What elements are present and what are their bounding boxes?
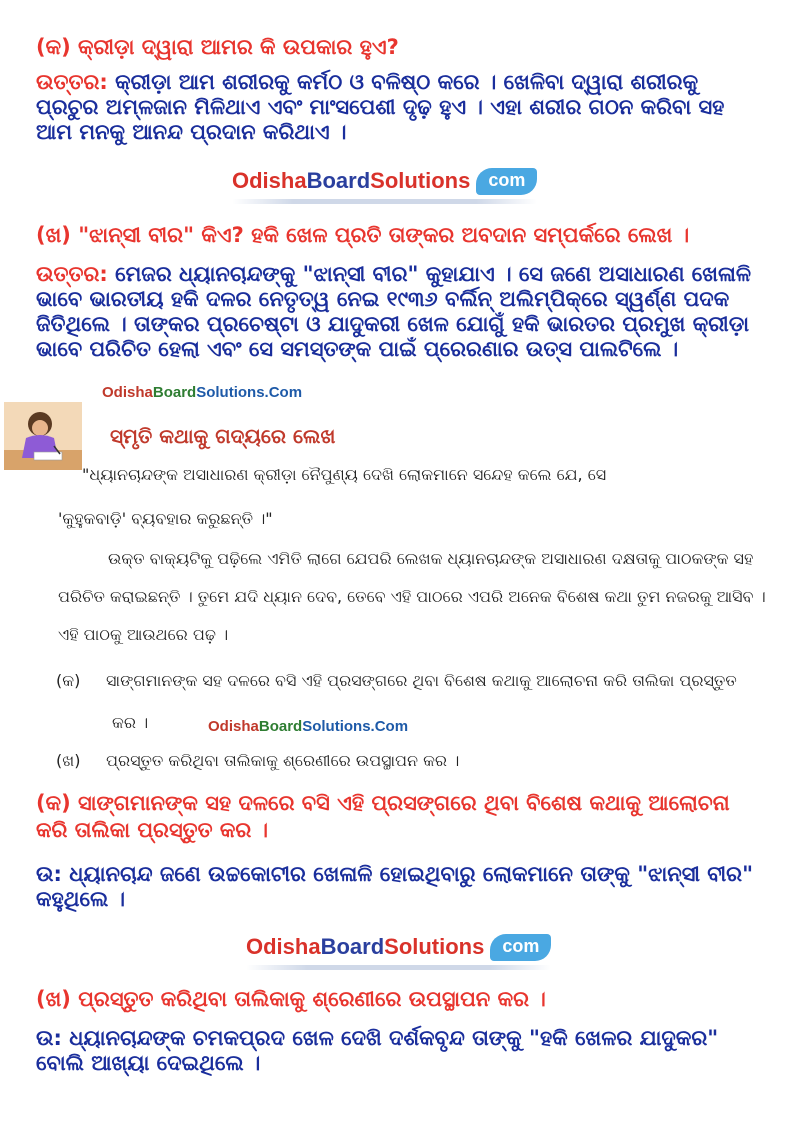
section-title: ସ୍ମୃତି କଥାକୁ ଗଦ୍ୟରେ ଲେଖ: [110, 424, 336, 448]
question-2: (ଖ) "ଝାନ୍ସୀ ବୀର" କିଏ? ହକି ଖେଳ ପ୍ରତି ତାଙ୍କର ଅବଦାନ ସମ୍ପର୍କରେ ଲେଖ ।: [36, 223, 690, 247]
watermark-solutions: Solutions: [370, 168, 471, 193]
book-item-ka: [56, 662, 767, 700]
watermark-board: Board: [152, 384, 197, 401]
watermark-solutions: Solutions: [302, 718, 371, 735]
watermark-solutions: Solutions: [384, 934, 485, 959]
question-4: (ଖ) ପ୍ରସ୍ତୁତ କରିଥିବା ତାଲିକାକୁ ଶ୍ରେଣୀରେ ଉପସ୍ଥାପନ କର ।: [36, 987, 546, 1011]
answer-label: ଉତ୍ତର:: [36, 70, 108, 94]
watermark-board: Board: [306, 168, 371, 193]
item-marker: (କ): [56, 671, 81, 690]
watermark-odisha: Odisha: [208, 718, 259, 735]
watermark-solutions: Solutions: [196, 384, 265, 401]
answer-1: [36, 70, 767, 145]
answer-2: [36, 262, 767, 362]
student-writing-illustration: [4, 402, 82, 470]
watermark-text: [102, 384, 302, 401]
watermark-text: [208, 718, 408, 735]
watermark-board: Board: [320, 934, 385, 959]
item-text: ସାଙ୍ଗମାନଙ୍କ ସହ ଦଳରେ ବସି ଏହି ପ୍ରସଙ୍ଗରେ ଥିବା ବିଶେଷ କଥାକୁ ଆଲୋଚନା କରି ତାଲିକା ପ୍ରସ୍ତୁତ: [106, 671, 737, 690]
watermark-logo: [232, 164, 537, 198]
answer-text: ଧ୍ୟାନଚାନ୍ଦଙ୍କ ଚମକପ୍ରଦ ଖେଳ ଦେଖି ଦର୍ଶକବୃନ୍ଦ ତାଙ୍କୁ "ହକି ଖେଳର ଯାଦୁକର" ବୋଲି ଆଖ୍ୟା ଦେଇଥିଲେ ।: [36, 1026, 719, 1075]
watermark-odisha: Odisha: [102, 384, 153, 401]
watermark-com: .Com: [370, 718, 409, 735]
watermark-com: com: [476, 168, 537, 195]
answer-label: ଉ:: [36, 862, 62, 886]
watermark-com: com: [490, 934, 551, 961]
answer-label: ଉତ୍ତର:: [36, 262, 108, 286]
watermark-swoosh: [246, 965, 551, 970]
item-marker: (ଖ): [56, 751, 81, 770]
answer-3: [36, 862, 767, 912]
book-item-kha: [56, 742, 767, 780]
answer-4: [36, 1026, 767, 1076]
watermark-swoosh: [232, 199, 537, 204]
watermark-logo: [246, 930, 551, 964]
watermark-odisha: Odisha: [232, 168, 307, 193]
question-3: (କ) ସାଙ୍ଗମାନଙ୍କ ସହ ଦଳରେ ବସି ଏହି ପ୍ରସଙ୍ଗରେ ଥିବା ବିଶେଷ କଥାକୁ ଆଲୋଚନା କରି ତାଲିକା ପ୍ରସ୍ତୁତ କର ।: [36, 791, 730, 842]
watermark-odisha: Odisha: [246, 934, 321, 959]
answer-label: ଉ:: [36, 1026, 62, 1050]
book-quote-line-2: 'କୁହୁକବାଡ଼ି' ବ୍ୟବହାର କରୁଛନ୍ତି ।": [58, 509, 273, 528]
question-1: (କ) କ୍ରୀଡ଼ା ଦ୍ୱାରା ଆମର କି ଉପକାର ହୁଏ?: [36, 35, 399, 59]
book-quote-line-1: "ଧ୍ୟାନଚାନ୍ଦଙ୍କ ଅସାଧାରଣ କ୍ରୀଡ଼ା ନୈପୁଣ୍ୟ ଦେଖି ଲୋକମାନେ ସନ୍ଦେହ କଲେ ଯେ, ସେ: [82, 465, 607, 484]
answer-text: ମେଜର ଧ୍ୟାନଚାନ୍ଦଙ୍କୁ "ଝାନ୍ସୀ ବୀର" କୁହାଯାଏ । ସେ ଜଣେ ଅସାଧାରଣ ଖେଳାଳି ଭାବେ ଭାରତୀୟ ହକି ଦଳର ନେତୃତ୍ୱ ନେଇ ୧୯୩୬ ବର୍ଲିନ୍ ଅଲିମ୍ପିକ୍‌ରେ ସ୍ୱର୍ଣ୍ଣ ପଦକ ଜିତିଥିଲେ । ତାଙ୍କର ପ୍ରଚେଷ୍ଟା ଓ ଯାଦୁକରୀ ଖେଳ ଯୋଗୁଁ ହକି ଭାରତର ପ୍ରମୁଖ କ୍ରୀଡ଼ା ଭାବେ ପରିଚିତ ହେଲା ଏବଂ ସେ ସମସ୍ତଙ୍କ ପାଇଁ ପ୍ରେରଣାର ଉତ୍ସ ପାଲଟିଲେ ।: [36, 262, 752, 361]
answer-text: କ୍ରୀଡ଼ା ଆମ ଶରୀରକୁ କର୍ମଠ ଓ ବଳିଷ୍ଠ କରେ । ଖେଳିବା ଦ୍ୱାରା ଶରୀରକୁ ପ୍ରଚୁର ଅମ୍ଳଜାନ ମିଳିଥାଏ ଏବଂ ମାଂସପେଶୀ ଦୃଢ଼ ହୁଏ । ଏହା ଶରୀର ଗଠନ କରିବା ସହ ଆମ ମନକୁ ଆନନ୍ଦ ପ୍ରଦାନ କରିଥାଏ ।: [36, 70, 725, 144]
watermark-board: Board: [258, 718, 303, 735]
item-text: ପ୍ରସ୍ତୁତ କରିଥିବା ତାଲିକାକୁ ଶ୍ରେଣୀରେ ଉପସ୍ଥାପନ କର ।: [106, 751, 460, 770]
book-item-ka-cont: କର ।: [112, 713, 149, 732]
watermark-com: .Com: [264, 384, 303, 401]
book-paragraph: ଉକ୍ତ ବାକ୍ୟଟିକୁ ପଢ଼ିଲେ ଏମିତି ଲାଗେ ଯେପରି ଲେଖକ ଧ୍ୟାନଚାନ୍ଦଙ୍କ ଅସାଧାରଣ ଦକ୍ଷତାକୁ ପାଠକଙ୍କ ସହ ପରିଚିତ କରାଇଛନ୍ତି । ତୁମେ ଯଦି ଧ୍ୟାନ ଦେବ, ତେବେ ଏହି ପାଠରେ ଏପରି ଅନେକ ବିଶେଷ କଥା ତୁମ ନଜରକୁ ଆସିବ ।ଏହି ପାଠକୁ ଆଉଥରେ ପଢ଼ ।: [58, 549, 766, 644]
answer-text: ଧ୍ୟାନଚାନ୍ଦ ଜଣେ ଉଚ୍ଚକୋଟୀର ଖେଳାଳି ହୋଇଥିବାରୁ ଲୋକମାନେ ତାଙ୍କୁ "ଝାନ୍ସୀ ବୀର" କହୁଥିଲେ ।: [36, 862, 754, 911]
